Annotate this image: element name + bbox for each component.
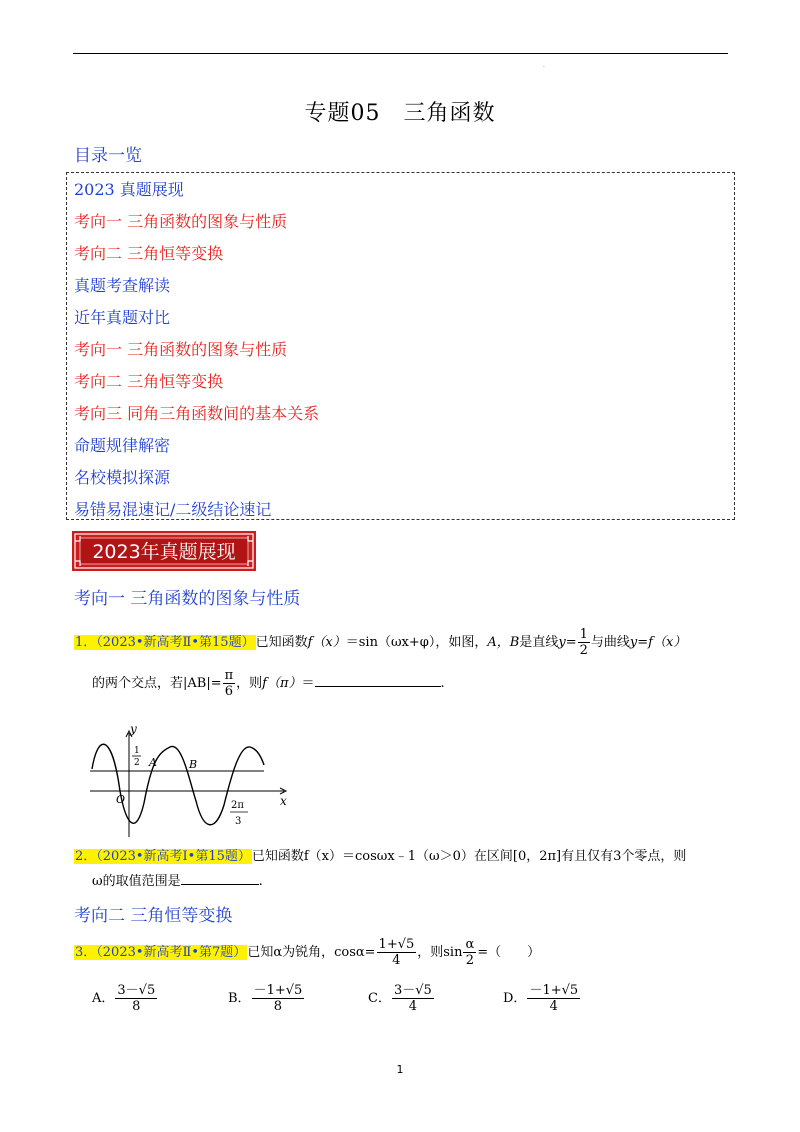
toc-box — [66, 172, 735, 520]
toc-item[interactable]: 考向一 三角函数的图象与性质 — [74, 212, 288, 231]
fraction: $\frac{1}{2}$ — [579, 627, 588, 658]
toc-item[interactable]: 真题考查解读 — [74, 276, 171, 295]
toc-item[interactable]: 考向二 三角恒等变换 — [74, 244, 224, 263]
answer-blank[interactable] — [181, 872, 259, 885]
point-a-label: A — [149, 756, 157, 769]
page-number: 1 — [396, 1063, 404, 1076]
fraction: $\frac{\pi}{6}$ — [224, 668, 234, 699]
x-label: x — [280, 794, 287, 808]
question-1-line2: 的两个交点，若|AB|= $\frac{\pi}{6}$ ，则f（π）＝ . — [92, 668, 445, 699]
answer-blank[interactable] — [315, 674, 441, 687]
option-a[interactable]: A． $\frac{3-√5}{8}$ — [92, 983, 156, 1014]
sine-curve — [92, 744, 264, 824]
half-den: 2 — [134, 758, 140, 768]
q3-tag: 3．（2023•新高考Ⅱ•第7题） — [75, 945, 247, 960]
toc-item[interactable]: 近年真题对比 — [74, 308, 171, 327]
toc-item[interactable]: 考向三 同角三角函数间的基本关系 — [74, 404, 320, 423]
banner-text: 2023年真题展现 — [92, 541, 236, 563]
question-3: 3．（2023•新高考Ⅱ•第7题）已知α为锐角，cosα= $\frac{1+√5}{4}$ ，则sin $\frac{\alpha}{2}$ =（ ） — [75, 937, 541, 968]
toc-item[interactable]: 考向二 三角恒等变换 — [74, 372, 224, 391]
q2-tag: 2．（2023•新高考Ⅰ•第15题） — [75, 849, 251, 864]
question-2-line2: ω的取值范围是 . — [92, 874, 263, 889]
origin-label: O — [116, 793, 126, 806]
toc-item[interactable]: 命题规律解密 — [74, 436, 171, 455]
tick-den: 3 — [235, 816, 242, 827]
section2-title: 考向二 三角恒等变换 — [74, 906, 233, 926]
option-d[interactable]: D． $\frac{-1+√5}{4}$ — [503, 983, 579, 1014]
q1-tag: 1．（2023•新高考Ⅱ•第15题） — [75, 635, 255, 650]
section1-title: 考向一 三角函数的图象与性质 — [74, 589, 301, 609]
sine-graph — [84, 725, 299, 840]
fraction: $\frac{1+√5}{4}$ — [378, 937, 415, 968]
toc-item[interactable]: 名校模拟探源 — [74, 468, 171, 487]
toc-heading: 目录一览 — [74, 146, 142, 166]
question-2: 2．（2023•新高考Ⅰ•第15题）已知函数f（x）＝cosωx﹣1（ω＞0）在区间[0，2π]有且仅有3个零点，则 — [75, 849, 687, 864]
option-b[interactable]: B． $\frac{-1+√5}{8}$ — [228, 983, 303, 1014]
section-banner — [72, 531, 256, 571]
half-num: 1 — [134, 746, 140, 756]
fraction: $\frac{\alpha}{2}$ — [465, 937, 475, 968]
header-mark: . — [543, 62, 545, 69]
header-rule — [73, 53, 728, 54]
y-label: y — [130, 725, 137, 736]
question-1: 1．（2023•新高考Ⅱ•第15题）已知函数f（x）＝sin（ωx+φ），如图，A，B是直线y= $\frac{1}{2}$ 与曲线y=f（x） — [75, 627, 687, 658]
point-b-label: B — [189, 758, 198, 771]
tick-num: 2π — [231, 800, 244, 811]
toc-item[interactable]: 易错易混速记/二级结论速记 — [74, 500, 272, 519]
toc-item[interactable]: 考向一 三角函数的图象与性质 — [74, 340, 288, 359]
option-c[interactable]: C． $\frac{3-√5}{4}$ — [368, 983, 432, 1014]
toc-item[interactable]: 2023 真题展现 — [74, 180, 184, 199]
page-title: 专题05 三角函数 — [304, 101, 496, 126]
